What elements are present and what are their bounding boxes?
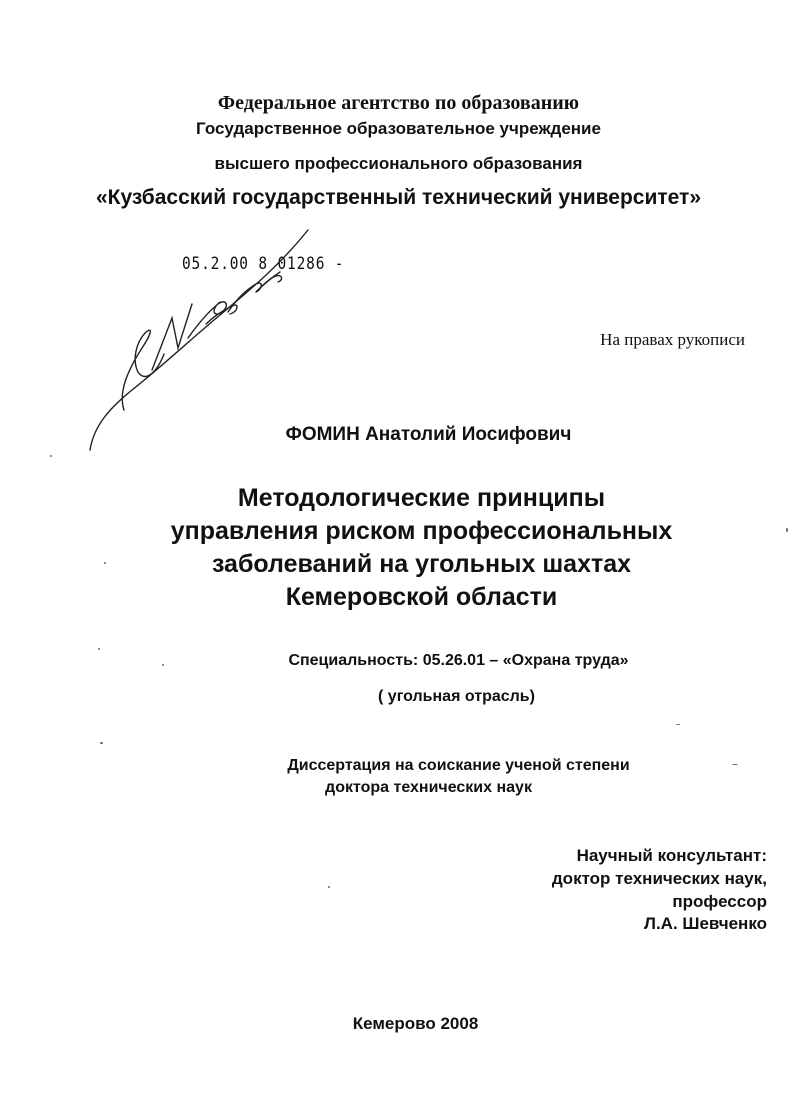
scan-speck xyxy=(162,664,164,666)
dissertation-type: Диссертация на соискание ученой степени xyxy=(287,757,630,774)
scan-speck xyxy=(732,764,738,765)
author-name: ФОМИН Анатолий Иосифович xyxy=(285,424,572,445)
consultant-label: Научный консультант: xyxy=(576,846,767,865)
title-line: Методологические принципы xyxy=(237,484,606,512)
rights-note: На правах рукописи xyxy=(600,330,745,349)
scan-speck xyxy=(98,648,100,650)
title-line: управления риском профессиональных xyxy=(170,517,673,545)
scan-speck xyxy=(50,455,52,457)
degree-sought: доктора технических наук xyxy=(325,779,532,796)
archive-number-stamp: 05.2.00 8 01286 - xyxy=(182,254,345,274)
scan-speck xyxy=(676,724,680,725)
scan-speck xyxy=(100,742,103,744)
scan-speck xyxy=(104,562,106,564)
scan-speck xyxy=(786,528,788,532)
consultant-degree: доктор технических наук, xyxy=(551,869,767,888)
consultant-name: Л.А. Шевченко xyxy=(644,914,767,933)
education-level: высшего профессионального образования xyxy=(214,154,583,173)
industry-branch: ( угольная отрасль) xyxy=(378,688,535,705)
title-line: Кемеровской области xyxy=(285,583,558,611)
institution-type: Государственное образовательное учреждение xyxy=(196,119,601,138)
consultant-title: профессор xyxy=(672,892,767,911)
specialty: Специальность: 05.26.01 – «Охрана труда» xyxy=(288,652,629,669)
agency-name: Федеральное агентство по образованию xyxy=(217,92,580,114)
title-line: заболеваний на угольных шахтах xyxy=(211,550,632,578)
scan-speck xyxy=(328,886,330,888)
university-name: «Кузбасский государственный технический университет» xyxy=(95,186,702,209)
city-year: Кемерово 2008 xyxy=(352,1014,479,1033)
